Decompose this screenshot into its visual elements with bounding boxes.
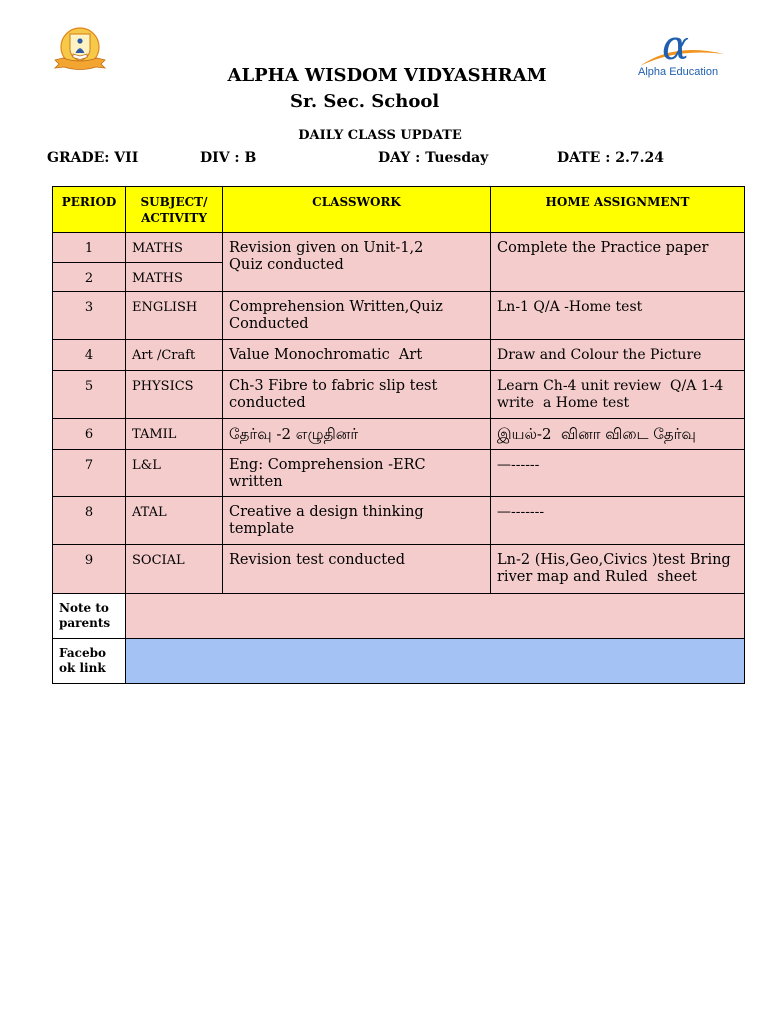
document-title: DAILY CLASS UPDATE bbox=[298, 128, 462, 143]
classwork-cell: Comprehension Written,Quiz Conducted bbox=[223, 292, 491, 340]
table-row bbox=[53, 340, 745, 371]
subject-cell: PHYSICS bbox=[126, 371, 223, 419]
grade-label: GRADE: VII bbox=[47, 150, 139, 166]
period-cell: 8 bbox=[53, 497, 126, 545]
subject-cell: Art /Craft bbox=[126, 340, 223, 371]
header-period: PERIOD bbox=[53, 187, 126, 233]
classwork-cell: Ch-3 Fibre to fabric slip test conducted bbox=[223, 371, 491, 419]
header-home-assignment: HOME ASSIGNMENT bbox=[491, 187, 745, 233]
home-assignment-cell: இயல்-2 வினா விடை தேர்வு bbox=[491, 419, 745, 450]
period-cell: 3 bbox=[53, 292, 126, 340]
period-cell: 1 bbox=[53, 233, 126, 263]
home-assignment-cell: Draw and Colour the Picture bbox=[491, 340, 745, 371]
home-assignment-cell: Learn Ch-4 unit review Q/A 1-4 write a Home test bbox=[491, 371, 745, 419]
school-name: ALPHA WISDOM VIDYASHRAM bbox=[227, 65, 547, 86]
period-cell: 2 bbox=[53, 263, 126, 292]
classwork-cell: Revision given on Unit-1,2 Quiz conducted bbox=[223, 233, 491, 292]
subject-cell: ENGLISH bbox=[126, 292, 223, 340]
day-label: DAY : Tuesday bbox=[378, 150, 489, 166]
table-row bbox=[53, 450, 745, 497]
period-cell: 7 bbox=[53, 450, 126, 497]
table-row bbox=[53, 497, 745, 545]
alpha-logo-mark bbox=[636, 28, 726, 68]
classwork-cell: தேர்வு -2 எழுதினர் bbox=[223, 419, 491, 450]
note-to-parents-row bbox=[53, 594, 745, 639]
date-label: DATE : 2.7.24 bbox=[557, 150, 664, 166]
classwork-cell: Eng: Comprehension -ERC written bbox=[223, 450, 491, 497]
classwork-cell: Creative a design thinking template bbox=[223, 497, 491, 545]
home-assignment-cell: —------ bbox=[491, 450, 745, 497]
facebook-link-row bbox=[53, 639, 745, 684]
subject-cell: L&L bbox=[126, 450, 223, 497]
subject-cell: ATAL bbox=[126, 497, 223, 545]
division-label: DIV : B bbox=[200, 150, 257, 166]
facebook-link-value bbox=[126, 639, 745, 684]
classwork-cell: Revision test conducted bbox=[223, 545, 491, 594]
header-subject: SUBJECT/ ACTIVITY bbox=[126, 187, 223, 233]
home-assignment-cell: Ln-2 (His,Geo,Civics )test Bring river map and Ruled sheet bbox=[491, 545, 745, 594]
table-row bbox=[53, 233, 745, 263]
period-cell: 5 bbox=[53, 371, 126, 419]
period-cell: 6 bbox=[53, 419, 126, 450]
period-cell: 9 bbox=[53, 545, 126, 594]
table-row bbox=[53, 419, 745, 450]
header-classwork: CLASSWORK bbox=[223, 187, 491, 233]
note-to-parents-label: Note to parents bbox=[53, 594, 126, 639]
classwork-cell: Value Monochromatic Art bbox=[223, 340, 491, 371]
home-assignment-cell: —------- bbox=[491, 497, 745, 545]
subject-cell: SOCIAL bbox=[126, 545, 223, 594]
note-to-parents-value bbox=[126, 594, 745, 639]
subject-cell: MATHS bbox=[126, 233, 223, 263]
table-row bbox=[53, 371, 745, 419]
home-assignment-cell: Complete the Practice paper bbox=[491, 233, 745, 292]
school-level: Sr. Sec. School bbox=[290, 91, 440, 112]
table-row bbox=[53, 292, 745, 340]
home-assignment-cell: Ln-1 Q/A -Home test bbox=[491, 292, 745, 340]
table-row bbox=[53, 545, 745, 594]
daily-update-table bbox=[52, 186, 745, 684]
table-header-row bbox=[53, 187, 745, 233]
facebook-link-label: Facebo ok link bbox=[53, 639, 126, 684]
subject-cell: MATHS bbox=[126, 263, 223, 292]
alpha-symbol-icon: α bbox=[662, 28, 690, 68]
period-cell: 4 bbox=[53, 340, 126, 371]
subject-cell: TAMIL bbox=[126, 419, 223, 450]
logo-text: Alpha Education bbox=[638, 66, 719, 78]
